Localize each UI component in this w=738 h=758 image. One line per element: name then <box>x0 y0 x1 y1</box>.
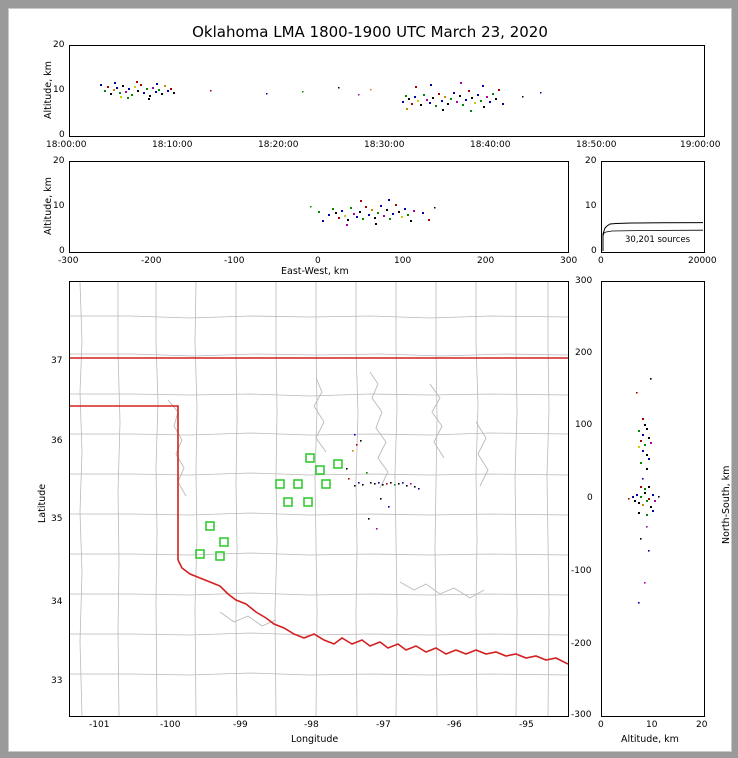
east-west-plot <box>70 162 568 252</box>
axis-label-altns-x: Altitude, km <box>621 734 679 745</box>
tick-altns-x-10: 10 <box>646 720 658 730</box>
station-markers <box>196 454 342 560</box>
tick-time-x-6: 19:00:00 <box>680 140 721 150</box>
tick-map-y-34: 34 <box>51 597 63 607</box>
axis-label-time-height-y: Altitude, km <box>43 61 54 119</box>
tick-map-x-95: -95 <box>519 720 534 730</box>
tick-altns-y-200: 200 <box>575 348 593 358</box>
tick-map-x-96: -96 <box>447 720 462 730</box>
tick-hist-x-20000: 20000 <box>688 256 717 266</box>
tick-ew-y-0: 0 <box>59 246 65 256</box>
map-plot <box>70 282 568 716</box>
tick-altns-y-neg300: -300 <box>571 710 592 720</box>
time-height-plot <box>70 46 704 136</box>
tick-altns-x-20: 20 <box>696 720 708 730</box>
tick-ew-x-0: -300 <box>58 256 79 266</box>
tick-map-y-33: 33 <box>51 676 63 686</box>
tick-map-y-36: 36 <box>51 436 63 446</box>
tick-map-x-100: -100 <box>160 720 181 730</box>
tick-altns-y-300: 300 <box>575 276 593 286</box>
tick-time-height-y-10: 10 <box>53 85 65 95</box>
tick-ew-y-10: 10 <box>53 201 65 211</box>
tick-altns-x-0: 0 <box>598 720 604 730</box>
panel-map <box>69 281 569 717</box>
tick-ew-x-5: 200 <box>477 256 495 266</box>
tick-time-x-4: 18:40:00 <box>470 140 511 150</box>
tick-hist-y-0: 0 <box>591 246 597 256</box>
panel-altitude-northsouth <box>601 281 705 717</box>
axis-label-ew-x: East-West, km <box>281 266 349 277</box>
tick-ew-x-3: 0 <box>315 256 321 266</box>
tick-ew-x-1: -200 <box>141 256 162 266</box>
tick-time-x-0: 18:00:00 <box>46 140 87 150</box>
tick-hist-y-10: 10 <box>585 201 597 211</box>
tick-time-height-y-20: 20 <box>53 40 65 50</box>
axis-label-map-y: Latitude <box>37 483 48 523</box>
tick-map-x-99: -99 <box>233 720 248 730</box>
axis-label-ew-y: Altitude, km <box>43 177 54 235</box>
tick-map-x-98: -98 <box>304 720 319 730</box>
tick-map-y-37: 37 <box>51 356 63 366</box>
figure-canvas <box>8 8 732 752</box>
tick-hist-y-20: 20 <box>585 156 597 166</box>
tick-time-x-1: 18:10:00 <box>152 140 193 150</box>
tick-ew-x-6: 300 <box>560 256 578 266</box>
source-count-annotation: 30,201 sources <box>625 235 691 245</box>
axis-label-altns-y: North-South, km <box>721 465 732 544</box>
tick-altns-y-neg200: -200 <box>571 639 592 649</box>
tick-time-x-3: 18:30:00 <box>364 140 405 150</box>
tick-time-height-y-0: 0 <box>59 130 65 140</box>
tick-ew-x-4: 100 <box>394 256 412 266</box>
tick-map-y-35: 35 <box>51 514 63 524</box>
tick-map-x-101: -101 <box>89 720 110 730</box>
tick-ew-y-20: 20 <box>53 156 65 166</box>
figure-title: Oklahoma LMA 1800-1900 UTC March 23, 2020 <box>192 23 548 41</box>
tick-altns-y-neg100: -100 <box>571 566 592 576</box>
tick-time-x-2: 18:20:00 <box>258 140 299 150</box>
tick-altns-y-0: 0 <box>587 493 593 503</box>
tick-ew-x-2: -100 <box>224 256 245 266</box>
panel-east-west-height <box>69 161 569 253</box>
tick-altns-y-100: 100 <box>575 420 593 430</box>
tick-time-x-5: 18:50:00 <box>576 140 617 150</box>
panel-time-height <box>69 45 705 137</box>
tick-hist-x-0: 0 <box>598 256 604 266</box>
alt-ns-plot <box>602 282 704 716</box>
axis-label-map-x: Longitude <box>291 734 339 745</box>
tick-map-x-97: -97 <box>376 720 391 730</box>
state-border <box>70 358 568 664</box>
